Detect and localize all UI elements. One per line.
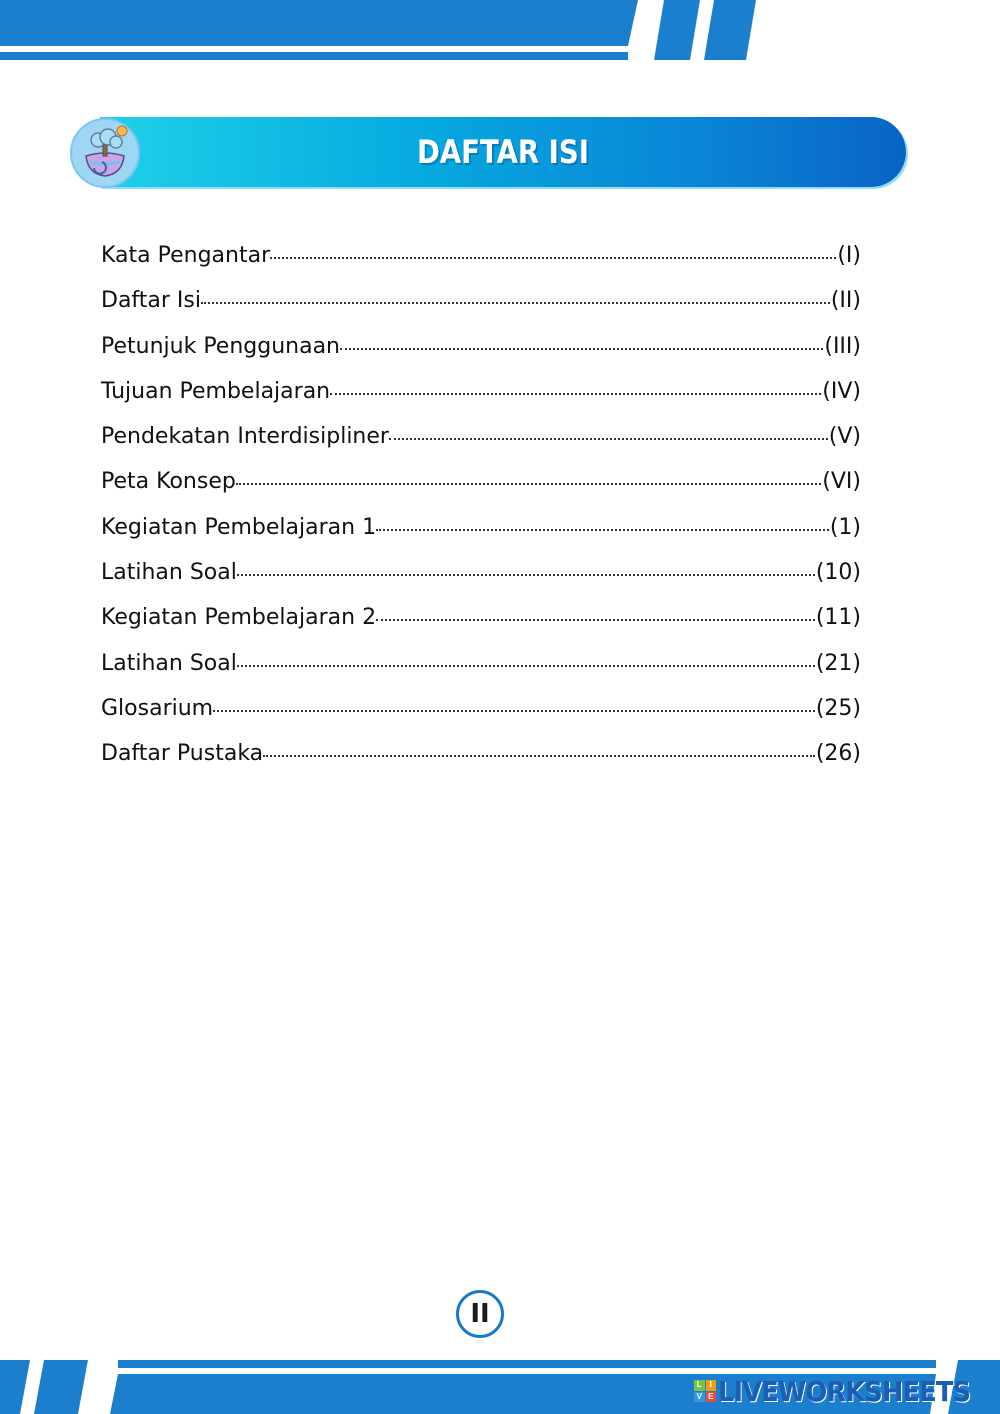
toc-label: Tujuan Pembelajaran — [101, 378, 331, 404]
toc-label: Peta Konsep — [101, 469, 236, 495]
toc-leader-dots — [236, 483, 821, 485]
toc-label: Pendekatan Interdisipliner — [101, 424, 389, 450]
toc-row[interactable] — [101, 379, 861, 424]
toc-leader-dots — [376, 619, 815, 621]
toc-page: (26) — [815, 741, 861, 767]
toc-label: Kata Pengantar — [101, 243, 271, 268]
nature-globe-icon — [70, 118, 140, 188]
toc-page: (III) — [824, 333, 861, 359]
toc-row[interactable] — [101, 334, 861, 379]
toc-row[interactable] — [101, 696, 861, 741]
toc-label: Kegiatan Pembelajaran 2 — [101, 605, 377, 631]
toc-row[interactable] — [101, 741, 861, 786]
toc-page: (IV) — [822, 378, 861, 404]
page-number: II — [456, 1290, 504, 1338]
toc-row[interactable] — [101, 243, 861, 288]
toc-row[interactable] — [101, 288, 861, 333]
toc-leader-dots — [237, 665, 815, 667]
toc-row[interactable] — [101, 651, 861, 696]
toc-page: (I) — [837, 243, 861, 268]
toc-leader-dots — [270, 257, 836, 259]
page-title: DAFTAR ISI — [417, 133, 589, 171]
logo-letter: E — [706, 1392, 717, 1403]
nature-globe-icon-graphic — [72, 120, 138, 186]
logo-letter: I — [706, 1380, 717, 1391]
toc-page: (25) — [815, 695, 861, 721]
toc-leader-dots — [237, 574, 815, 576]
logo-letter: L — [694, 1380, 705, 1391]
watermark-text: LIVEWORKSHEETS — [718, 1374, 971, 1408]
table-of-contents — [101, 243, 861, 787]
toc-row[interactable] — [101, 560, 861, 605]
toc-page: (11) — [815, 605, 861, 631]
toc-row[interactable] — [101, 424, 861, 469]
toc-page: (1) — [829, 514, 861, 540]
toc-page: (V) — [828, 424, 861, 450]
toc-label: Petunjuk Penggunaan — [101, 333, 341, 359]
toc-row[interactable] — [101, 605, 861, 650]
top-decoration — [0, 0, 1000, 70]
toc-leader-dots — [389, 438, 828, 440]
toc-leader-dots — [376, 529, 829, 531]
toc-label: Latihan Soal — [101, 560, 237, 586]
toc-label: Daftar Pustaka — [101, 741, 264, 767]
toc-page: (II) — [830, 288, 861, 314]
toc-leader-dots — [340, 348, 823, 350]
toc-page: (VI) — [822, 469, 861, 495]
title-banner — [70, 117, 906, 189]
toc-label: Daftar Isi — [101, 288, 201, 314]
toc-page: (21) — [815, 650, 861, 676]
liveworksheets-watermark — [694, 1374, 992, 1408]
logo-letter: V — [694, 1392, 705, 1403]
toc-leader-dots — [263, 755, 815, 757]
toc-label: Kegiatan Pembelajaran 1 — [101, 514, 377, 540]
toc-label: Latihan Soal — [101, 650, 237, 676]
toc-leader-dots — [330, 393, 821, 395]
toc-page: (10) — [815, 560, 861, 586]
toc-leader-dots — [213, 710, 815, 712]
toc-label: Glosarium — [101, 695, 214, 721]
toc-row[interactable] — [101, 515, 861, 560]
liveworksheets-logo — [694, 1380, 716, 1402]
toc-leader-dots — [201, 302, 830, 304]
toc-row[interactable] — [101, 469, 861, 514]
